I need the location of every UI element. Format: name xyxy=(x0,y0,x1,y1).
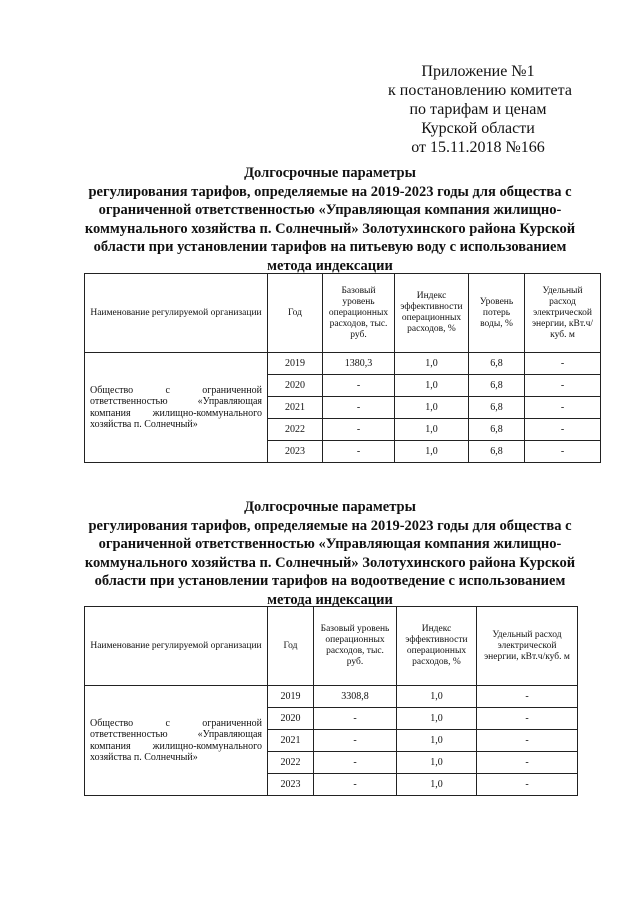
title-line: Долгосрочные параметры xyxy=(244,499,416,515)
year-cell: 2021 xyxy=(268,730,314,752)
energy-cell: - xyxy=(477,730,578,752)
energy-cell: - xyxy=(477,774,578,796)
title-line: регулирования тарифов, определяемые на 2019-2023 годы для общества с xyxy=(88,517,572,534)
appendix-line: от 15.11.2018 №166 xyxy=(411,139,545,156)
energy-cell: - xyxy=(525,419,601,441)
loss-cell: 6,8 xyxy=(469,419,525,441)
wastewater-tariff-table xyxy=(84,606,578,796)
header-index: Индекс эффективности операционных расходов, % xyxy=(397,607,477,686)
base-cell: - xyxy=(323,441,395,463)
year-cell: 2019 xyxy=(268,353,323,375)
loss-cell: 6,8 xyxy=(469,441,525,463)
appendix-line: к постановлению комитета xyxy=(388,82,572,99)
section2-title xyxy=(70,498,590,609)
base-cell: - xyxy=(314,730,397,752)
title-line: ограниченной ответственностью «Управляющая компания жилищно- xyxy=(98,536,562,552)
title-line: метода индексации xyxy=(267,591,393,608)
title-line: области при установлении тарифов на питьевую воду с использованием xyxy=(93,239,567,255)
index-cell: 1,0 xyxy=(395,419,469,441)
title-line: коммунального хозяйства п. Солнечный» Золотухинского района Курской xyxy=(84,220,576,237)
header-index: Индекс эффективности операционных расходов, % xyxy=(395,274,469,353)
index-cell: 1,0 xyxy=(397,686,477,708)
base-cell: - xyxy=(314,752,397,774)
header-loss: Уровень потерь воды, % xyxy=(469,274,525,353)
index-cell: 1,0 xyxy=(397,752,477,774)
year-cell: 2020 xyxy=(268,375,323,397)
appendix-line: по тарифам и ценам xyxy=(409,101,547,118)
index-cell: 1,0 xyxy=(397,730,477,752)
header-year: Год xyxy=(268,607,314,686)
base-cell: - xyxy=(323,419,395,441)
loss-cell: 6,8 xyxy=(469,375,525,397)
title-line: Долгосрочные параметры xyxy=(244,165,416,181)
title-line: ограниченной ответственностью «Управляющая компания жилищно- xyxy=(98,202,562,218)
energy-cell: - xyxy=(477,708,578,730)
energy-cell: - xyxy=(477,686,578,708)
appendix-header xyxy=(388,62,572,157)
base-cell: 1380,3 xyxy=(323,353,395,375)
loss-cell: 6,8 xyxy=(469,353,525,375)
water-tariff-table xyxy=(84,273,601,463)
base-cell: - xyxy=(323,375,395,397)
energy-cell: - xyxy=(525,353,601,375)
table-row xyxy=(85,686,578,708)
energy-cell: - xyxy=(477,752,578,774)
index-cell: 1,0 xyxy=(395,353,469,375)
header-year: Год xyxy=(268,274,323,353)
index-cell: 1,0 xyxy=(395,441,469,463)
year-cell: 2020 xyxy=(268,708,314,730)
table-header-row xyxy=(85,607,578,686)
year-cell: 2022 xyxy=(268,419,323,441)
header-energy: Удельный расход электрической энергии, кВт.ч/куб. м xyxy=(525,274,601,353)
table-row xyxy=(85,353,601,375)
title-line: области при установлении тарифов на водоотведение с использованием xyxy=(94,573,566,589)
appendix-line: Приложение №1 xyxy=(421,63,535,80)
header-org: Наименование регулируемой организации xyxy=(85,607,268,686)
header-energy: Удельный расход электрической энергии, кВт.ч/куб. м xyxy=(477,607,578,686)
header-org: Наименование регулируемой организации xyxy=(85,274,268,353)
energy-cell: - xyxy=(525,375,601,397)
loss-cell: 6,8 xyxy=(469,397,525,419)
title-line: метода индексации xyxy=(267,257,393,274)
appendix-line: Курской области xyxy=(421,120,535,137)
year-cell: 2022 xyxy=(268,752,314,774)
energy-cell: - xyxy=(525,397,601,419)
title-line: коммунального хозяйства п. Солнечный» Золотухинского района Курской xyxy=(84,554,576,571)
title-line: регулирования тарифов, определяемые на 2019-2023 годы для общества с xyxy=(88,183,572,200)
base-cell: - xyxy=(314,774,397,796)
table-header-row xyxy=(85,274,601,353)
base-cell: - xyxy=(323,397,395,419)
header-base: Базовый уровень операционных расходов, тыс. руб. xyxy=(314,607,397,686)
section1-title xyxy=(70,164,590,275)
base-cell: 3308,8 xyxy=(314,686,397,708)
energy-cell: - xyxy=(525,441,601,463)
base-cell: - xyxy=(314,708,397,730)
index-cell: 1,0 xyxy=(397,708,477,730)
year-cell: 2019 xyxy=(268,686,314,708)
index-cell: 1,0 xyxy=(397,774,477,796)
header-base: Базовый уровень операционных расходов, тыс. руб. xyxy=(323,274,395,353)
org-name-cell: Общество с ограниченной ответственностью «Управляющая компания жилищно-коммунального хозяйства п. Солнечный» xyxy=(85,686,268,796)
year-cell: 2023 xyxy=(268,441,323,463)
index-cell: 1,0 xyxy=(395,397,469,419)
org-name-cell: Общество с ограниченной ответственностью «Управляющая компания жилищно-коммунального хозяйства п. Солнечный» xyxy=(85,353,268,463)
index-cell: 1,0 xyxy=(395,375,469,397)
year-cell: 2023 xyxy=(268,774,314,796)
year-cell: 2021 xyxy=(268,397,323,419)
